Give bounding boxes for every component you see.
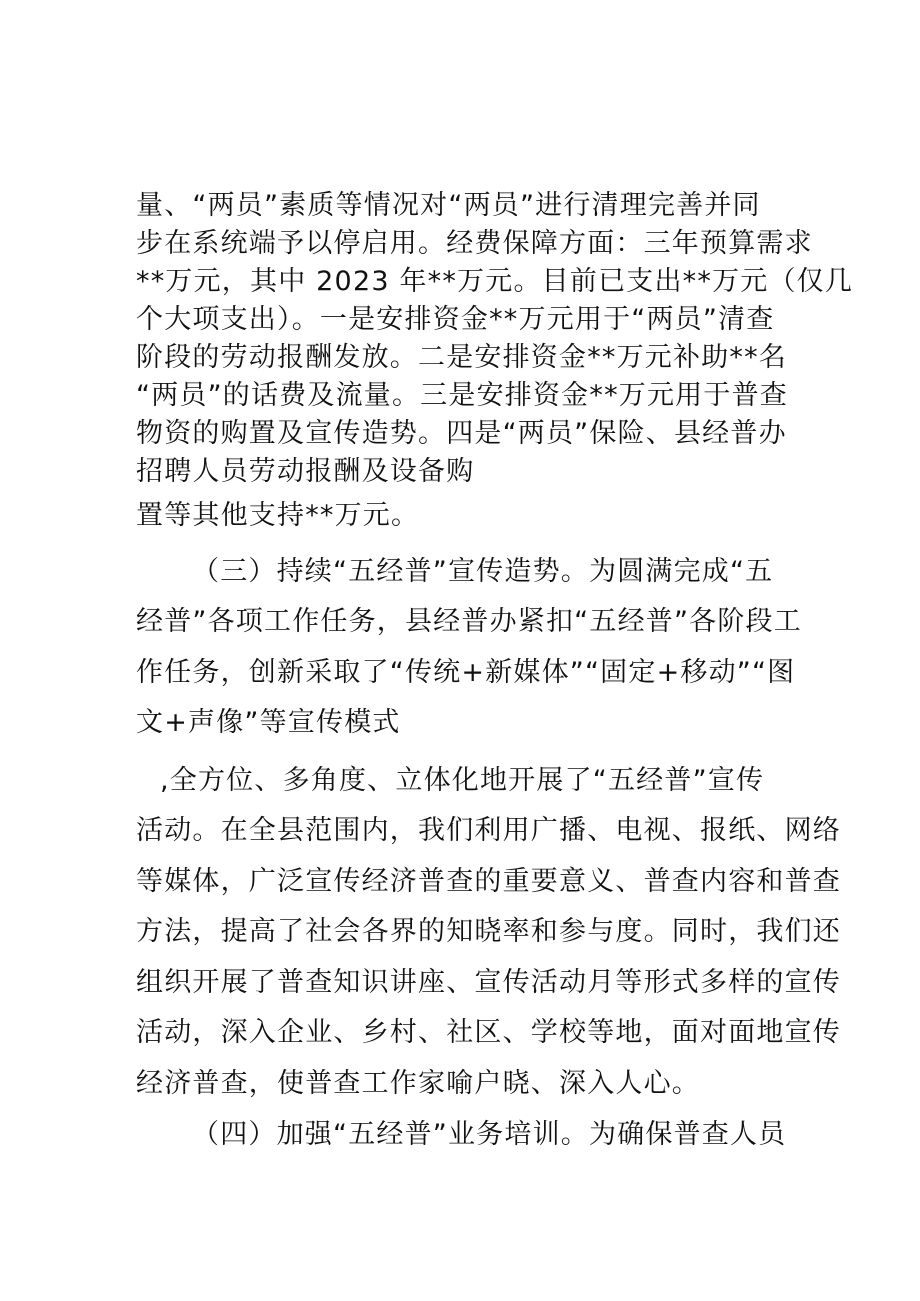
text-line: 置等其他支持**万元。 xyxy=(136,500,420,531)
text-line: “两员”的话费及流量。三是安排资金**万元用于普查 xyxy=(136,380,788,411)
text-line: 活动，深入企业、乡村、社区、学校等地，面对面地宣传 xyxy=(136,1017,841,1048)
text-line: 作任务，创新采取了“传统+新媒体”“固定+移动”“图 xyxy=(136,657,796,688)
text-line: 组织开展了普查知识讲座、宣传活动月等形式多样的宣传 xyxy=(136,967,841,998)
text-line: **万元，其中 2023 年**万元。目前已支出**万元（仅几 xyxy=(136,266,854,297)
section-heading-line: （三）持续“五经普”宣传造势。为圆满完成“五 xyxy=(192,556,774,587)
text-line: 活动。在全县范围内，我们利用广播、电视、报纸、网络 xyxy=(136,815,841,846)
text-line: 经济普查，使普查工作家喻户晓、深入人心。 xyxy=(136,1068,700,1099)
text-line: 个大项支出）。一是安排资金**万元用于“两员”清查 xyxy=(136,304,775,335)
text-line: 经普”各项工作任务，县经普办紧扣“五经普”各阶段工 xyxy=(136,606,802,637)
text-line: 文+声像”等宣传模式 xyxy=(136,707,401,738)
text-line: 阶段的劳动报酬发放。二是安排资金**万元补助**名 xyxy=(136,342,787,373)
text-line: 方法，提高了社会各界的知晓率和参与度。同时，我们还 xyxy=(136,916,841,947)
text-line: 步在系统端予以停启用。经费保障方面：三年预算需求 xyxy=(136,228,813,259)
text-line: 量、“两员”素质等情况对“两员”进行清理完善并同 xyxy=(136,190,761,221)
section-heading-line: （四）加强“五经普”业务培训。为确保普查人员 xyxy=(192,1119,787,1150)
text-line: 等媒体，广泛宣传经济普查的重要意义、普查内容和普查 xyxy=(136,866,841,897)
text-line: 招聘人员劳动报酬及设备购 xyxy=(136,456,475,487)
text-line: 物资的购置及宣传造势。四是“两员”保险、县经普办 xyxy=(136,418,787,449)
text-line: ,全方位、多角度、立体化地开展了“五经普”宣传 xyxy=(160,765,765,796)
